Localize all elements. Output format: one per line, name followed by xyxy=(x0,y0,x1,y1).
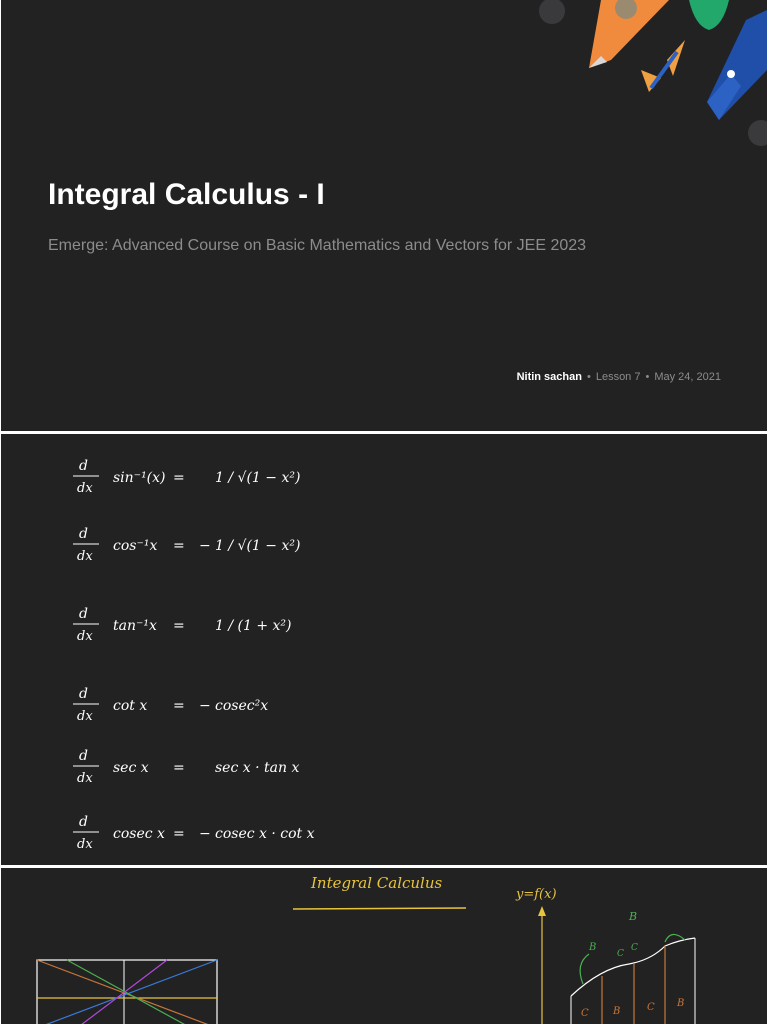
area-under-curve xyxy=(538,906,695,1024)
operator-numerator: d xyxy=(79,686,88,702)
region-label: C xyxy=(647,1002,655,1013)
integral-slide xyxy=(1,868,767,1024)
separator: • xyxy=(586,371,591,383)
derivative-function: sin⁻¹(x) xyxy=(113,470,166,486)
result-sign: − xyxy=(199,698,211,714)
operator-denominator: dx xyxy=(77,481,93,496)
separator: • xyxy=(645,371,650,383)
pen-nib-icon xyxy=(707,10,767,120)
handwritten-notes xyxy=(1,434,767,865)
derivative-result: cosec²x xyxy=(215,698,269,714)
curve-label: C xyxy=(631,943,638,953)
equals-sign: = xyxy=(173,698,185,714)
course-subtitle: Emerge: Advanced Course on Basic Mathematics and Vectors for JEE 2023 xyxy=(48,237,587,254)
operator-denominator: dx xyxy=(77,709,93,724)
operator-numerator: d xyxy=(79,526,88,542)
author-name: Nitin sachan xyxy=(516,371,582,383)
line-diagram xyxy=(37,960,217,1024)
decor-dot-1 xyxy=(539,0,565,24)
derivative-result: 1 / (1 + x²) xyxy=(215,618,292,634)
lesson-meta xyxy=(517,371,721,383)
heading-underline xyxy=(293,908,466,909)
operator-denominator: dx xyxy=(77,629,93,644)
operator-denominator: dx xyxy=(77,771,93,786)
lesson-number: Lesson 7 xyxy=(595,371,641,383)
derivative-function: cosec x xyxy=(113,826,165,842)
result-sign: − xyxy=(199,538,211,554)
derivative-function: cos⁻¹x xyxy=(113,538,158,554)
operator-denominator: dx xyxy=(77,549,93,564)
derivative-result: cosec x · cot x xyxy=(215,826,315,842)
curve-label: C xyxy=(617,949,624,959)
operator-numerator: d xyxy=(79,458,88,474)
operator-numerator: d xyxy=(79,748,88,764)
operator-denominator: dx xyxy=(77,837,93,852)
integral-sketch xyxy=(1,868,767,1024)
cover-slide xyxy=(1,0,767,431)
derivative-result: sec x · tan x xyxy=(215,760,300,776)
curve-label: B xyxy=(589,942,597,953)
region-label: B xyxy=(677,998,685,1009)
region-label: B xyxy=(613,1006,621,1017)
derivative-result: 1 / √(1 − x²) xyxy=(215,470,301,486)
green-shape xyxy=(689,0,729,30)
notes-slide xyxy=(1,434,767,865)
equals-sign: = xyxy=(173,760,185,776)
decor-dot-2 xyxy=(748,120,767,146)
curve-label: B xyxy=(629,910,638,923)
lesson-date: May 24, 2021 xyxy=(654,371,721,383)
region-label: C xyxy=(581,1008,589,1019)
equals-sign: = xyxy=(173,826,185,842)
result-sign: − xyxy=(199,826,211,842)
axis-label: y=f(x) xyxy=(516,887,557,902)
equals-sign: = xyxy=(173,618,185,634)
derivative-function: cot x xyxy=(113,698,148,714)
operator-numerator: d xyxy=(79,814,88,830)
integral-heading: Integral Calculus xyxy=(311,874,443,892)
derivative-function: tan⁻¹x xyxy=(113,618,157,634)
operator-numerator: d xyxy=(79,606,88,622)
page-title: Integral Calculus - I xyxy=(48,178,325,211)
pencil-icon xyxy=(589,0,669,68)
decoration xyxy=(1,0,767,431)
derivative-result: 1 / √(1 − x²) xyxy=(215,538,301,554)
bowtie-icon xyxy=(641,40,685,92)
derivative-function: sec x xyxy=(113,760,149,776)
equals-sign: = xyxy=(173,538,185,554)
equals-sign: = xyxy=(173,470,185,486)
